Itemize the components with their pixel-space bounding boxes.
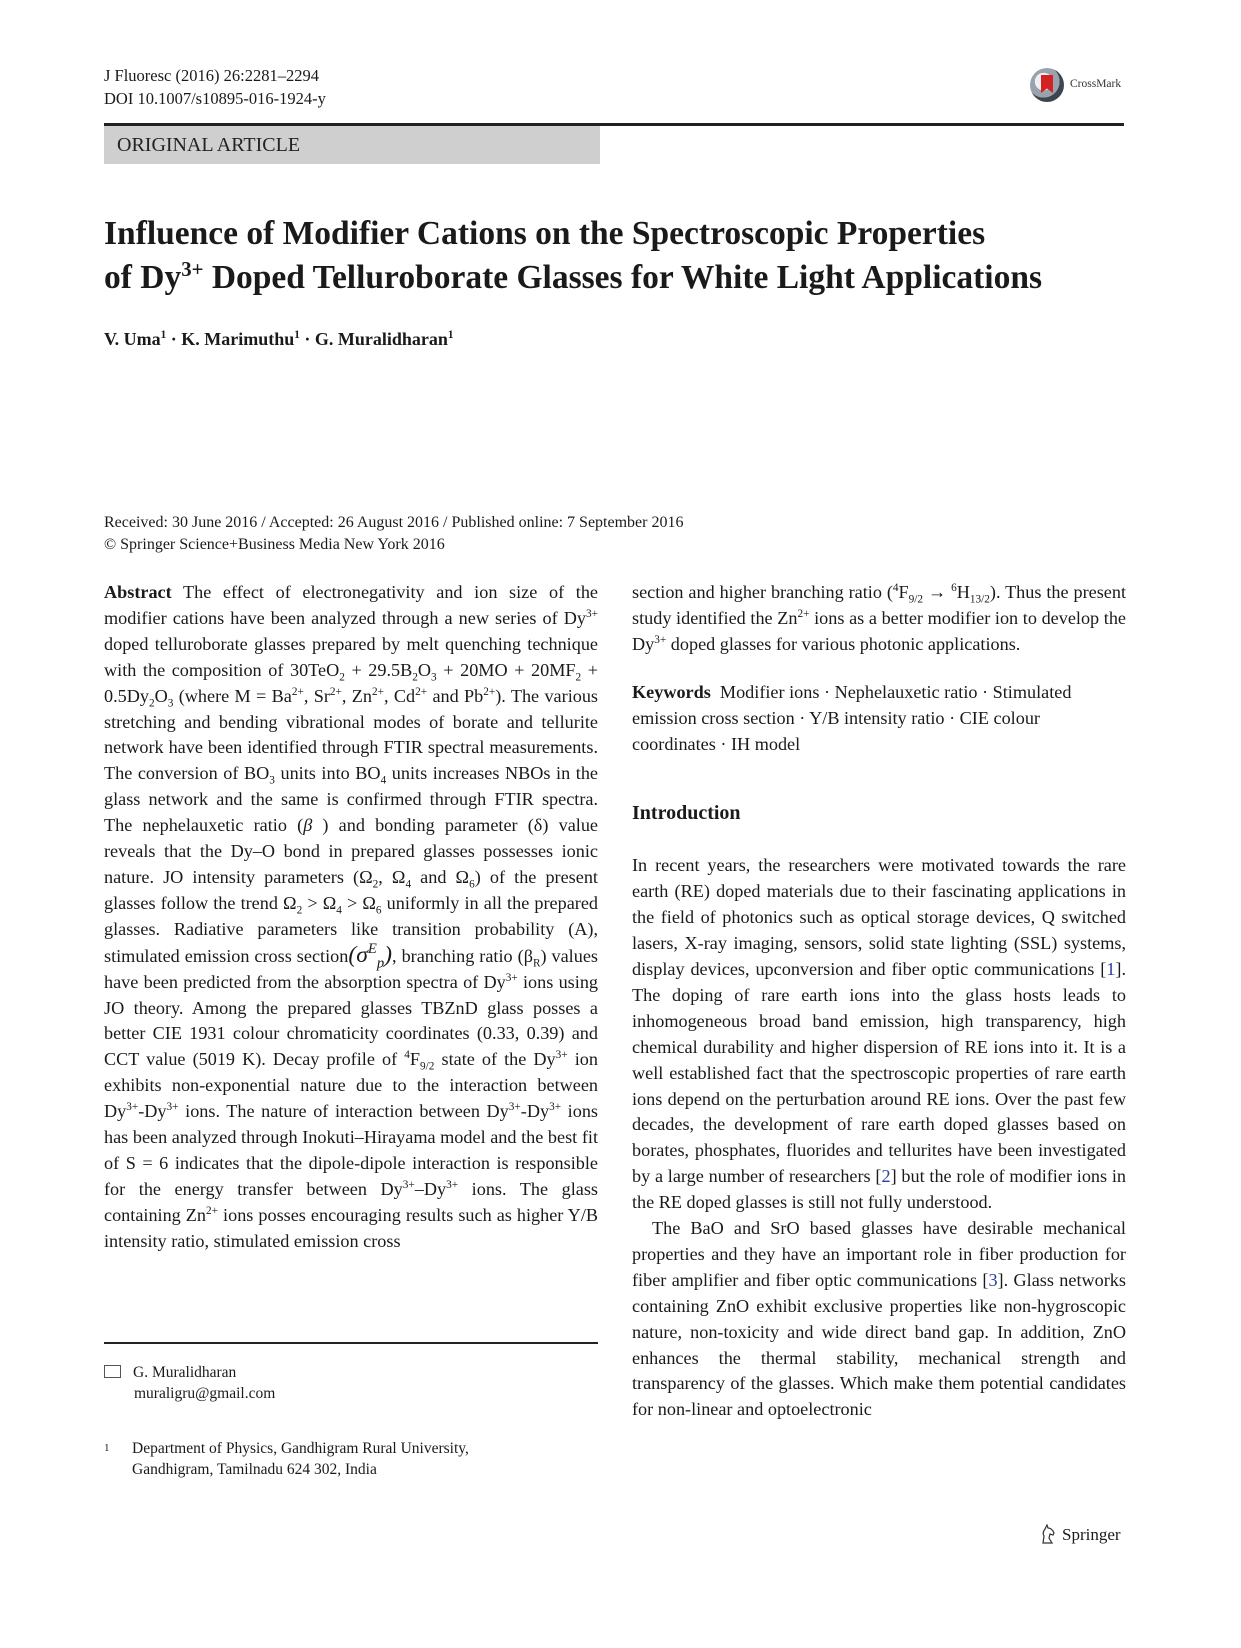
intro-paragraph-2: The BaO and SrO based glasses have desirable mechanical properties and they have an important role in fiber production for fiber amplifier and fiber optic communications [3]. Glass networks containing ZnO exhibit exclusive properties like non-hygroscopic nature, non-toxicity and wide direct band gap. In addition, ZnO enhances the thermal stability, mechanical strength and transparency of the glasses. Which make them potential candidates for non-linear and optoelectronic: [632, 1218, 1126, 1420]
abstract-column: [104, 580, 598, 1255]
keywords-block: [632, 680, 1126, 758]
publication-history: [104, 512, 683, 556]
footnote-rule: [104, 1342, 598, 1344]
correspondence-block: [104, 1362, 275, 1404]
author-name[interactable]: K. Marimuthu: [181, 329, 295, 349]
citation-link[interactable]: 2: [881, 1166, 891, 1187]
abstract-continued: section and higher branching ratio $(^4F_{9/2} \to ^6H_{13/2})$. Thus the present study identified the $Zn^{2+}$ ions as a better modifier ion to develop the $Dy^{3+}$ doped glasses for various photonic applications.: [632, 581, 1127, 654]
affiliation-number: 1: [104, 1442, 110, 1454]
envelope-icon: [104, 1365, 121, 1378]
affiliation-line-1: Department of Physics, Gandhigram Rural University,: [132, 1440, 469, 1457]
crossmark-badge[interactable]: [1030, 68, 1140, 104]
keywords-label: Keywords: [632, 681, 711, 702]
right-column: [632, 580, 1126, 1423]
author-name[interactable]: G. Muralidharan: [314, 329, 448, 349]
title-line-2: of $Dy^{3+}$ Doped Telluroborate Glasses for White Light Applications: [104, 257, 1042, 296]
article-type-banner: ORIGINAL ARTICLE: [104, 126, 600, 164]
article-title: [104, 212, 1134, 300]
doi-line[interactable]: DOI 10.1007/s10895-016-1924-y: [104, 89, 326, 108]
author-list: V. Uma$^1$ · K. Marimuthu$^1$ · G. Muralidharan$^1$: [104, 329, 454, 349]
intro-heading: Introduction: [632, 802, 741, 825]
citation-link[interactable]: 1: [1106, 958, 1116, 979]
title-line-1: Influence of Modifier Cations on the Spectroscopic Properties: [104, 215, 986, 252]
affiliation-line-2: Gandhigram, Tamilnadu 624 302, India: [132, 1461, 377, 1478]
publisher-name: Springer: [1062, 1525, 1121, 1544]
abstract-label: Abstract: [104, 582, 172, 602]
keywords-text: Modifier ions · Nephelauxetic ratio · Stimulated emission cross section · Y/B intensity ratio · CIE colour coordinates · IH model: [632, 681, 1072, 754]
corresponding-email[interactable]: muraligru@gmail.com: [134, 1385, 276, 1402]
crossmark-label: CrossMark: [1070, 78, 1122, 90]
abstract-body: Abstract The effect of electronegativity and ion size of the modifier cations have been analyzed through a new series of $Dy^{3+}$ doped telluroborate glasses prepared by melt quenching technique with the composition of $30TeO_2 + 29.5B_2O_3 + 20MO + 20MF_2 + 0.5Dy_2O_3$ (where $M = Ba^{2+}$, $Sr^{2+}$, $Zn^{2+}$, $Cd^{2+}$ and $Pb^{2+}$). The various stretching and bending vibrational modes of borate and tellurite network have been identified through FTIR spectral measurements. The conversion of $BO_3$ units into $BO_4$ units increases NBOs in the glass network and the same is confirmed through FTIR spectra. The nephelauxetic ratio (β ) and bonding parameter (δ) value reveals that the Dy–O bond in prepared glasses possesses ionic nature. JO intensity parameters ($\Omega_2$, $\Omega_4$ and $\Omega_6$) of the present glasses follow the trend $\Omega_2 > \Omega_4 > \Omega_6$ uniformly in all the prepared glasses. Radiative parameters like transition probability (A), stimulated emission cross $section(\sigma^E_p)$, branching ratio $(\beta_R)$ values have been predicted from the absorption spectra of $Dy^{3+}$ ions using JO theory. Among the prepared glasses TBZnD glass posses a better CIE 1931 colour chromaticity coordinates (0.33, 0.39) and CCT value (5019 K). Decay profile of $^4F_{9/2}$ state of the $Dy^{3+}$ ion exhibits non-exponential nature due to the interaction between $Dy^{3+}-Dy^{3+}$ ions. The nature of interaction between $Dy^{3+}-Dy^{3+}$ ions has been analyzed through Inokuti–Hirayama model and the best fit of S = 6 indicates that the dipole-dipole interaction is responsible for the energy transfer between $Dy^{3+}-Dy^{3+}$ ions. The glass containing $Zn^{2+}$ ions posses encouraging results such as higher Y/B intensity ratio, stimulated emission cross: [104, 582, 599, 1251]
author-name[interactable]: V. Uma: [104, 329, 161, 349]
corresponding-author: G. Muralidharan: [133, 1364, 237, 1381]
citation-link[interactable]: 3: [988, 1269, 998, 1290]
crossmark-icon: [1030, 68, 1064, 102]
springer-logo: [1040, 1520, 1121, 1545]
intro-paragraph-1: In recent years, the researchers were motivated towards the rare earth (RE) doped materials due to their fascinating applications in the field of photonics such as optical storage devices, Q switched lasers, X-ray imaging, sensors, solid state lighting (SSL) systems, display devices, upconversion and fiber optic communications [1]. The doping of rare earth ions into the glass hosts leads to inhomogeneous broad band emission, high transparency, high chemical durability and higher dispersion of RE ions into it. It is a well established fact that the spectroscopic properties of rare earth ions depend on the perturbation around RE ions. Over the past few decades, the development of rare earth doped glasses based on borates, phosphates, fluorides and tellurites have been investigated by a large number of researchers [2] but the role of modifier ions in the RE doped glasses is still not fully understood.: [632, 855, 1126, 1213]
copyright-notice: © Springer Science+Business Media New York 2016: [104, 536, 445, 553]
journal-citation: [104, 64, 326, 110]
affiliation-block: [104, 1438, 469, 1480]
journal-line: J Fluoresc (2016) 26:2281–2294: [104, 66, 319, 85]
received-dates: Received: 30 June 2016 / Accepted: 26 August 2016 / Published online: 7 September 2016: [104, 514, 684, 531]
horse-head-icon: [1040, 1524, 1056, 1544]
